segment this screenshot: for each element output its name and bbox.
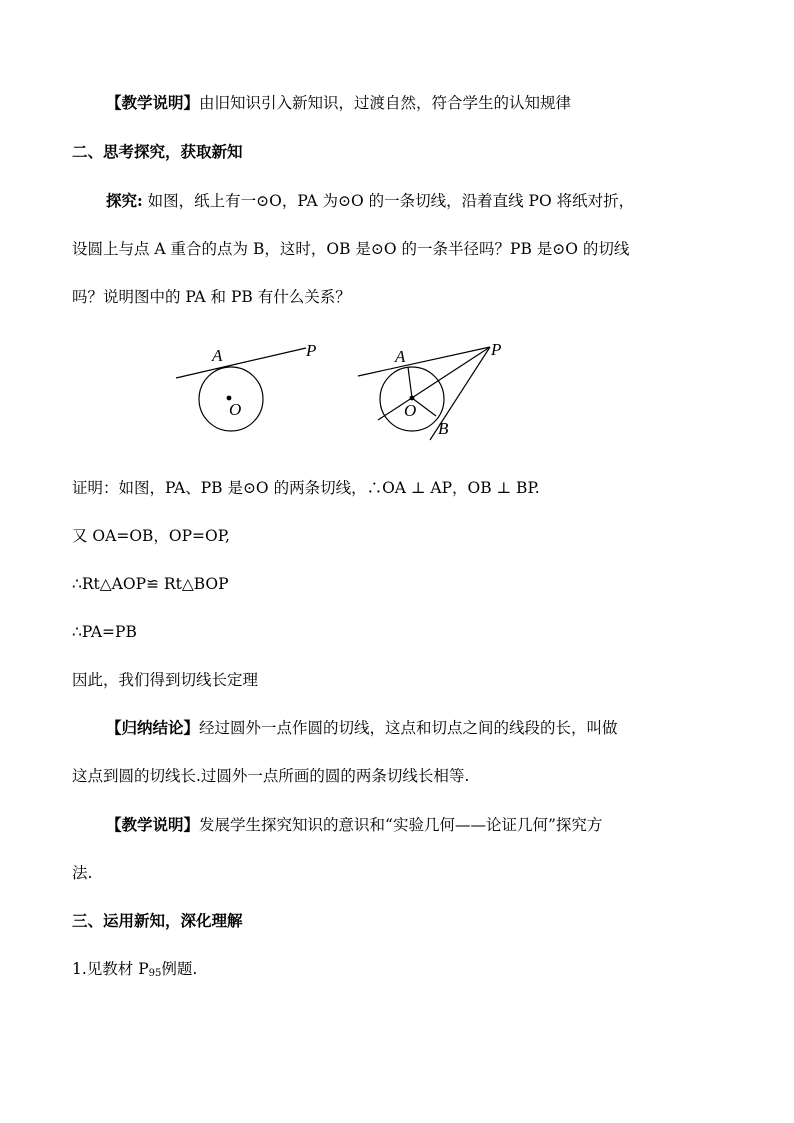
teaching-note-1 — [106, 92, 571, 114]
conclusion-line-1 — [106, 717, 618, 739]
exercise-item-1 — [72, 958, 197, 985]
teaching-note-2 — [106, 814, 602, 836]
conclusion-line-2: 这点到圆的切线长.过圆外一点所画的圆的两条切线长相等. — [72, 767, 470, 785]
left-tangent-line — [176, 348, 306, 378]
teaching-note-2-line-2: 法. — [72, 864, 93, 882]
explore-line-2: 设圆上与点 A 重合的点为 B，这时，OB 是⊙O 的一条半径吗？PB 是⊙O 的切线 — [72, 240, 630, 258]
section-3-heading: 三、运用新知，深化理解 — [72, 911, 243, 930]
exercise-item-1-post: 例题. — [161, 960, 198, 978]
proof-line-1: 证明：如图，PA、PB 是⊙O 的两条切线，∴OA ⊥ AP，OB ⊥ BP. — [72, 479, 540, 497]
right-label-p: P — [491, 340, 502, 359]
right-label-b: B — [438, 419, 449, 438]
left-diagram — [176, 341, 316, 431]
explore-text-1: 如图，纸上有一⊙O，PA 为⊙O 的一条切线，沿着直线 PO 将纸对折， — [142, 192, 635, 210]
right-radius-oa — [408, 367, 412, 398]
right-label-a: A — [395, 347, 406, 366]
left-label-a: A — [212, 346, 223, 365]
teaching-note-2-text-1: 发展学生探究知识的意识和“实验几何——论证几何”探究方 — [199, 816, 603, 834]
explore-tag: 探究: — [106, 191, 143, 210]
right-label-o: O — [404, 401, 417, 420]
conclusion-tag: 【归纳结论】 — [106, 718, 200, 737]
teaching-note-1-tag: 【教学说明】 — [106, 93, 200, 112]
right-tangent-pa — [358, 347, 490, 376]
section-2-heading: 二、思考探究，获取新知 — [72, 142, 243, 161]
exercise-item-1-page: 95 — [148, 968, 162, 979]
explore-line-3: 吗？说明图中的 PA 和 PB 有什么关系？ — [72, 288, 351, 306]
right-diagram — [358, 340, 501, 440]
left-label-o: O — [229, 400, 242, 419]
left-label-p: P — [306, 341, 317, 360]
teaching-note-2-tag: 【教学说明】 — [106, 815, 200, 834]
proof-line-3: ∴Rt△AOP≌ Rt△BOP — [72, 575, 229, 593]
proof-line-2: 又 OA=OB，OP=OP, — [72, 527, 230, 545]
right-center-dot — [410, 396, 415, 401]
proof-line-5: 因此，我们得到切线长定理 — [72, 671, 259, 689]
conclusion-text-1: 经过圆外一点作圆的切线，这点和切点之间的线段的长，叫做 — [199, 719, 618, 737]
proof-line-4: ∴PA=PB — [72, 623, 137, 641]
tangent-figure-svg — [168, 336, 508, 446]
teaching-note-1-text: 由旧知识引入新知识，过渡自然，符合学生的认知规律 — [199, 94, 572, 112]
exercise-item-1-pre: 1.见教材 P — [72, 960, 149, 978]
tangent-figure — [168, 336, 508, 446]
explore-line-1 — [106, 190, 634, 212]
